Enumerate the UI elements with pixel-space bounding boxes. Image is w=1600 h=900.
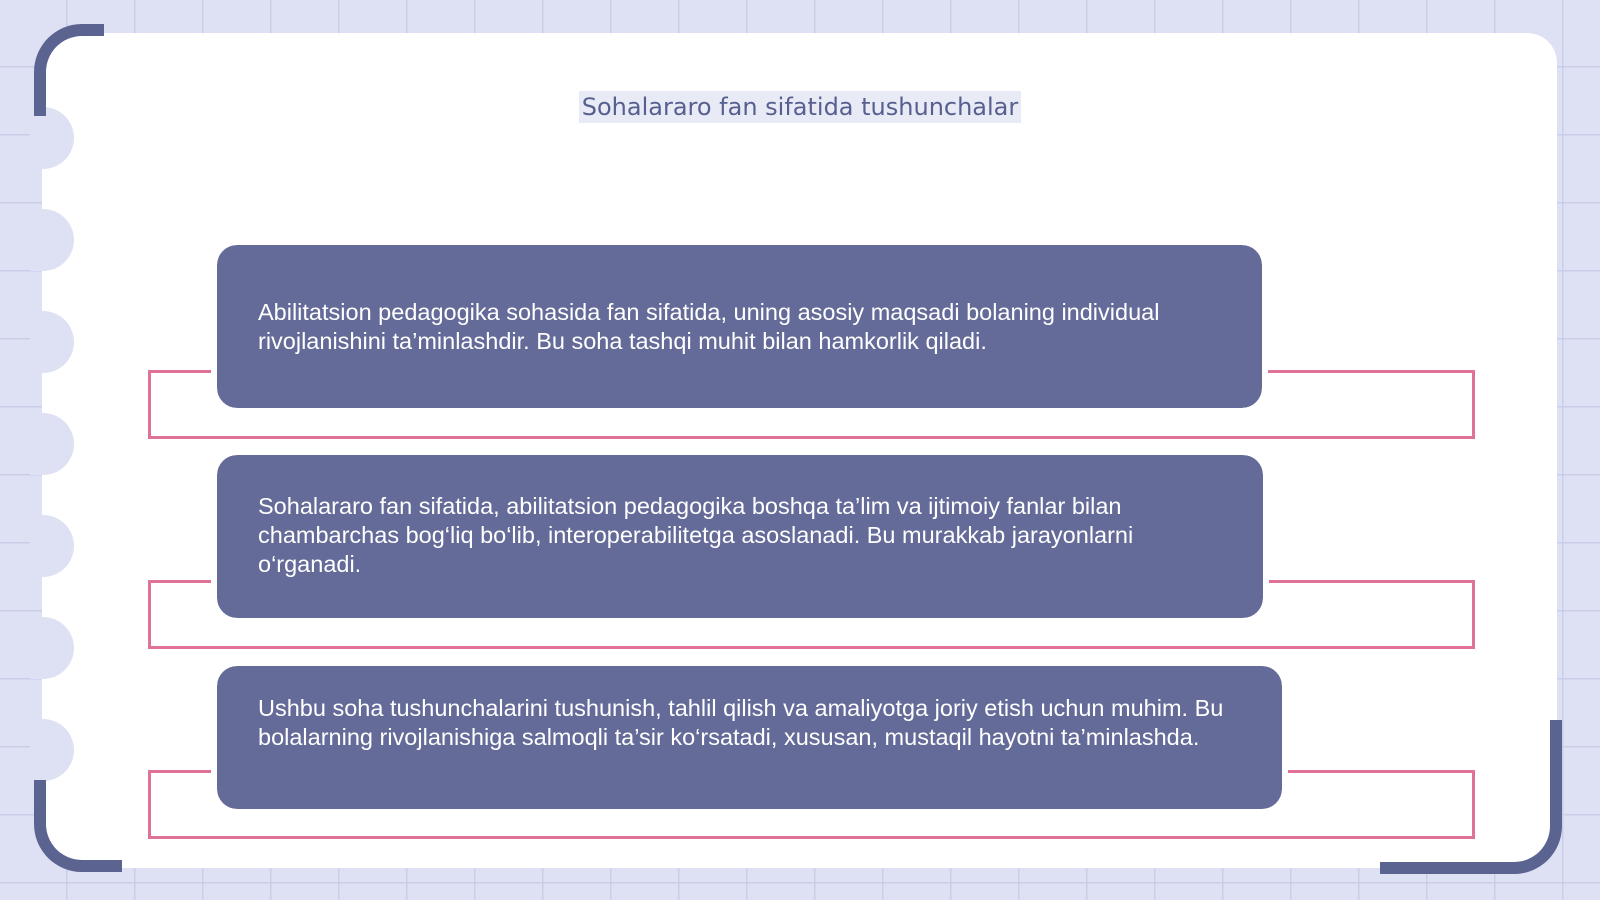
info-card [217, 666, 1282, 809]
corner-bracket-bottom-left [34, 780, 122, 872]
info-card [217, 455, 1263, 618]
title-container [0, 93, 1600, 121]
info-card-text: Ushbu soha tushunchalarini tushunish, tahlil qilish va amaliyotga joriy etish uchun muhim. Bu bolalarning rivojlanishiga salmoqli ta’sir ko‘rsatadi, xususan, mustaqil hayotni ta’minlashda. [258, 695, 1224, 750]
info-card [217, 245, 1262, 408]
page-title: Sohalararo fan sifatida tushunchalar [579, 91, 1022, 123]
info-card-text: Abilitatsion pedagogika sohasida fan sifatida, uning asosiy maqsadi bolaning individual rivojlanishini ta’minlashdir. Bu soha tashqi muhit bilan hamkorlik qiladi. [258, 299, 1160, 354]
info-card-text: Sohalararo fan sifatida, abilitatsion pedagogika boshqa ta’lim va ijtimoiy fanlar bilan chambarchas bog‘liq bo‘lib, interoperabilitetga asoslanadi. Bu murakkab jarayonlarni o‘rganadi. [258, 493, 1134, 577]
